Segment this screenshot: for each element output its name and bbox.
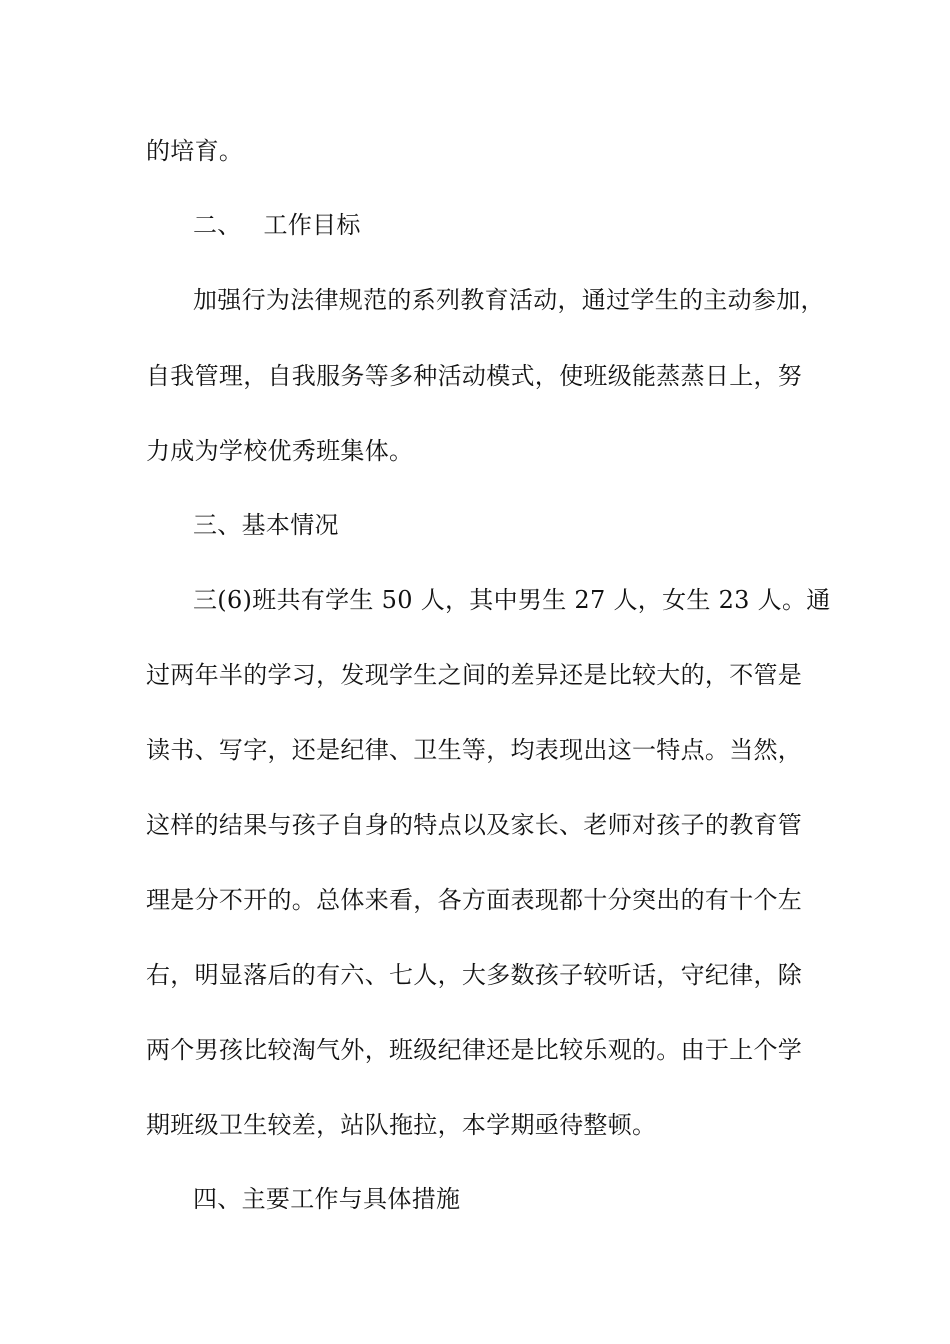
paragraph-line: 自我管理，自我服务等多种活动模式，使班级能蒸蒸日上，努 [146,362,803,390]
paragraph-line: 期班级卫生较差，站队拖拉，本学期亟待整顿。 [146,1111,657,1139]
paragraph-line: 理是分不开的。总体来看，各方面表现都十分突出的有十个左 [146,886,803,914]
paragraph-line: 力成为学校优秀班集体。 [146,437,414,465]
paragraph-line: 加强行为法律规范的系列教育活动，通过学生的主动参加， [193,286,825,314]
text-line-continuation: 的培育。 [146,137,244,165]
section-heading-basic-situation: 三、基本情况 [193,511,339,539]
paragraph-line: 读书、写字，还是纪律、卫生等，均表现出这一特点。当然， [146,736,803,764]
section-heading-main-work: 四、主要工作与具体措施 [193,1185,461,1213]
paragraph-line: 过两年半的学习，发现学生之间的差异还是比较大的，不管是 [146,661,803,689]
paragraph-line: 这样的结果与孩子自身的特点以及家长、老师对孩子的教育管 [146,811,803,839]
paragraph-line: 三(6)班共有学生 50 人，其中男生 27 人，女生 23 人。通 [193,586,831,614]
paragraph-line: 右，明显落后的有六、七人，大多数孩子较听话，守纪律，除 [146,961,803,989]
section-heading-work-goals: 二、 工作目标 [193,211,361,239]
paragraph-line: 两个男孩比较淘气外，班级纪律还是比较乐观的。由于上个学 [146,1036,803,1064]
